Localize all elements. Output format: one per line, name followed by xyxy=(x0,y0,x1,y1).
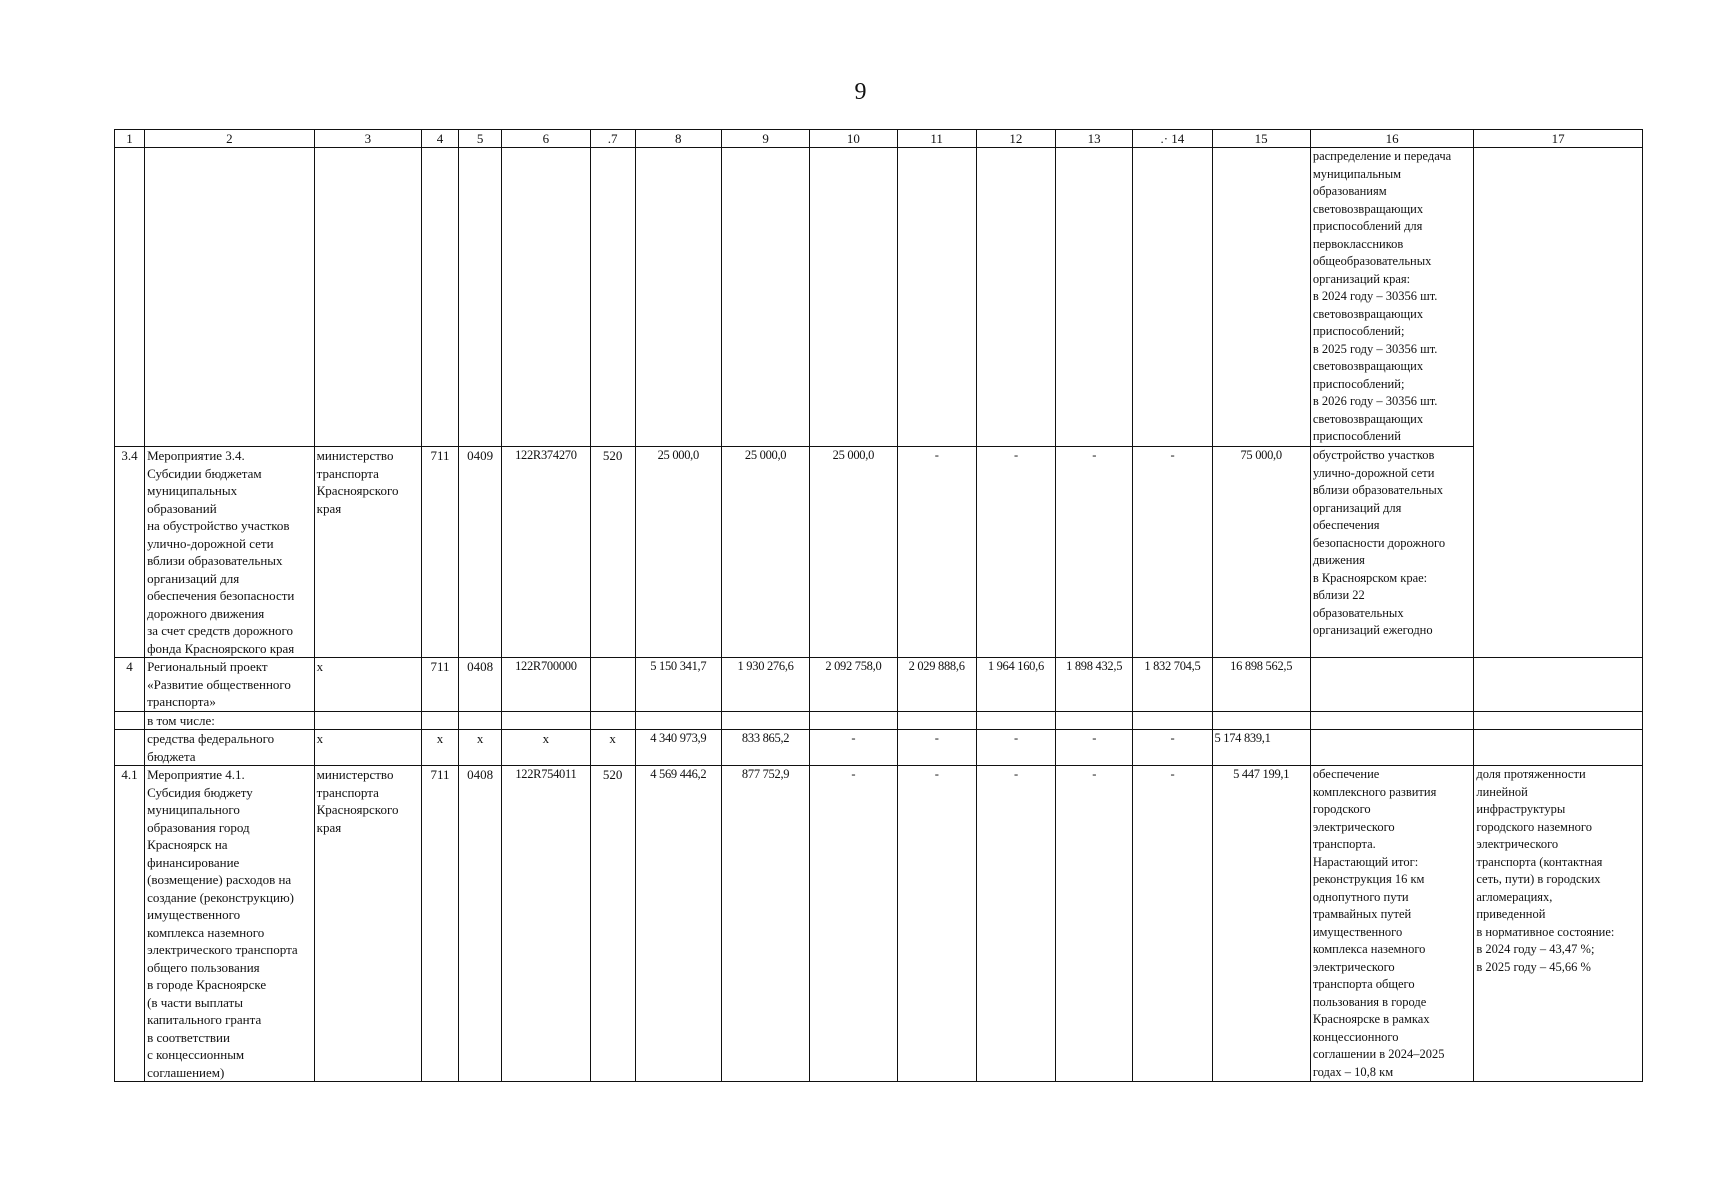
table-cell xyxy=(1310,711,1474,730)
amount-cell: 25 000,0 xyxy=(721,447,809,658)
table-cell xyxy=(897,711,976,730)
code-section: 0409 xyxy=(459,447,502,658)
column-header: 1 xyxy=(115,130,145,148)
amount-cell: 4 569 446,2 xyxy=(635,766,721,1082)
column-header: 5 xyxy=(459,130,502,148)
code-target: х xyxy=(502,730,590,766)
table-cell xyxy=(810,148,897,447)
table-cell xyxy=(1056,711,1133,730)
code-grbs: 711 xyxy=(421,447,458,658)
amount-cell: - xyxy=(810,730,897,766)
table-cell xyxy=(635,148,721,447)
table-cell xyxy=(590,711,635,730)
total-amount: 16 898 562,5 xyxy=(1212,658,1310,712)
amount-cell: 4 340 973,9 xyxy=(635,730,721,766)
table-row-federal-budget xyxy=(115,730,1643,766)
table-cell xyxy=(1474,711,1643,730)
column-header: 6 xyxy=(502,130,590,148)
column-header: .· 14 xyxy=(1133,130,1212,148)
amount-cell: - xyxy=(1133,447,1212,658)
amount-cell: - xyxy=(810,766,897,1082)
table-row-continuation xyxy=(115,148,1643,447)
column-header: 3 xyxy=(314,130,421,148)
result-description xyxy=(1310,730,1474,766)
code-expense-type: 520 xyxy=(590,766,635,1082)
table-cell xyxy=(897,148,976,447)
responsible-executor: х xyxy=(314,658,421,712)
table-cell xyxy=(810,711,897,730)
responsible-executor: министерство транспорта Красноярского края xyxy=(314,447,421,658)
result-description xyxy=(1310,658,1474,712)
code-grbs: 711 xyxy=(421,766,458,1082)
table-cell xyxy=(502,148,590,447)
measure-name: Мероприятие 4.1. Субсидия бюджету муниципального образования город Красноярск на финансирование (возмещение) расходов на создание (реконструкцию) имущественного комплекса наземного электрического транспорта общего пользования в городе Красноярске (в части выплаты капитального гранта в соответствии с концессионным соглашением) xyxy=(145,766,315,1082)
code-target: 122R700000 xyxy=(502,658,590,712)
indicator-cell xyxy=(1474,148,1643,658)
table-cell xyxy=(459,711,502,730)
amount-cell: - xyxy=(976,730,1055,766)
table-cell xyxy=(1133,711,1212,730)
amount-cell: - xyxy=(976,766,1055,1082)
total-amount: 5 174 839,1 xyxy=(1212,730,1310,766)
column-header: 8 xyxy=(635,130,721,148)
measure-name: Региональный проект «Развитие общественного транспорта» xyxy=(145,658,315,712)
table-cell xyxy=(314,711,421,730)
amount-cell: 2 029 888,6 xyxy=(897,658,976,712)
table-cell xyxy=(1133,148,1212,447)
indicator-cell: доля протяженности линейной инфраструктуры городского наземного электрического транспорта (контактная сеть, пути) в городских агломерациях, приведенной в нормативное состояние: в 2024 году – 43,47 %; в 2025 году – 45,66 % xyxy=(1474,766,1643,1082)
table-cell xyxy=(1212,148,1310,447)
total-amount: 5 447 199,1 xyxy=(1212,766,1310,1082)
table-cell xyxy=(115,711,145,730)
code-section: х xyxy=(459,730,502,766)
measure-name: в том числе: xyxy=(145,711,315,730)
code-expense-type: 520 xyxy=(590,447,635,658)
table-cell xyxy=(145,148,315,447)
column-header: 15 xyxy=(1212,130,1310,148)
table-row-4 xyxy=(115,658,1643,712)
table-cell xyxy=(590,148,635,447)
table-cell xyxy=(1056,148,1133,447)
result-description: распределение и передача муниципальным образованиям световозвращающих приспособлений для первоклассников общеобразовательных организаций края: в 2024 году – 30356 шт. световозвращающих приспособлений; в 2025 году – 30356 шт. световозвращающих приспособлений; в 2026 году – 30356 шт. световозвращающих приспособлений xyxy=(1310,148,1474,447)
amount-cell: 1 832 704,5 xyxy=(1133,658,1212,712)
table-row-including xyxy=(115,711,1643,730)
measure-name: Мероприятие 3.4. Субсидии бюджетам муниципальных образований на обустройство участков улично-дорожной сети вблизи образовательных организаций для обеспечения безопасности дорожного движения за счет средств дорожного фонда Красноярского края xyxy=(145,447,315,658)
table-row-3-4 xyxy=(115,447,1643,658)
column-header: 10 xyxy=(810,130,897,148)
code-section: 0408 xyxy=(459,766,502,1082)
table-cell xyxy=(115,730,145,766)
table-cell xyxy=(459,148,502,447)
amount-cell: - xyxy=(1056,447,1133,658)
indicator-cell xyxy=(1474,658,1643,712)
measure-name: средства федерального бюджета xyxy=(145,730,315,766)
table-row-4-1 xyxy=(115,766,1643,1082)
result-description: обустройство участков улично-дорожной сети вблизи образовательных организаций для обеспечения безопасности дорожного движения в Красноярском крае: вблизи 22 образовательных организаций ежегодно xyxy=(1310,447,1474,658)
table-cell xyxy=(502,711,590,730)
table-cell xyxy=(115,148,145,447)
column-header: 2 xyxy=(145,130,315,148)
indicator-cell xyxy=(1474,730,1643,766)
result-description: обеспечение комплексного развития городского электрического транспорта. Нарастающий итог: реконструкция 16 км однопутного пути трамвайных путей имущественного комплекса наземного электрического транспорта общего пользования в городе Красноярске в рамках концессионного соглашении в 2024–2025 годах – 10,8 км xyxy=(1310,766,1474,1082)
responsible-executor: министерство транспорта Красноярского края xyxy=(314,766,421,1082)
table-cell xyxy=(1212,711,1310,730)
amount-cell: 1 964 160,6 xyxy=(976,658,1055,712)
amount-cell: 833 865,2 xyxy=(721,730,809,766)
total-amount: 75 000,0 xyxy=(1212,447,1310,658)
amount-cell: 25 000,0 xyxy=(635,447,721,658)
column-header: 11 xyxy=(897,130,976,148)
amount-cell: - xyxy=(897,730,976,766)
table-cell xyxy=(976,148,1055,447)
amount-cell: 5 150 341,7 xyxy=(635,658,721,712)
column-header: 9 xyxy=(721,130,809,148)
column-header: 13 xyxy=(1056,130,1133,148)
row-number: 4.1 xyxy=(115,766,145,1082)
page-number: 9 xyxy=(854,79,867,105)
amount-cell: - xyxy=(1056,730,1133,766)
amount-cell: - xyxy=(1133,730,1212,766)
table-cell xyxy=(421,148,458,447)
amount-cell: 1 898 432,5 xyxy=(1056,658,1133,712)
row-number: 3.4 xyxy=(115,447,145,658)
table-cell xyxy=(721,711,809,730)
code-expense-type xyxy=(590,658,635,712)
code-section: 0408 xyxy=(459,658,502,712)
code-target: 122R754011 xyxy=(502,766,590,1082)
column-header: 16 xyxy=(1310,130,1474,148)
table-cell xyxy=(976,711,1055,730)
budget-table xyxy=(114,129,1643,1082)
amount-cell: - xyxy=(897,766,976,1082)
amount-cell: 2 092 758,0 xyxy=(810,658,897,712)
column-header: .7 xyxy=(590,130,635,148)
responsible-executor: х xyxy=(314,730,421,766)
amount-cell: - xyxy=(897,447,976,658)
amount-cell: 1 930 276,6 xyxy=(721,658,809,712)
column-number-row xyxy=(115,130,1643,148)
amount-cell: 877 752,9 xyxy=(721,766,809,1082)
table-cell xyxy=(635,711,721,730)
amount-cell: - xyxy=(1133,766,1212,1082)
table-cell xyxy=(421,711,458,730)
code-target: 122R374270 xyxy=(502,447,590,658)
amount-cell: - xyxy=(1056,766,1133,1082)
row-number: 4 xyxy=(115,658,145,712)
code-grbs: х xyxy=(421,730,458,766)
table-cell xyxy=(314,148,421,447)
amount-cell: - xyxy=(976,447,1055,658)
table-cell xyxy=(721,148,809,447)
code-grbs: 711 xyxy=(421,658,458,712)
amount-cell: 25 000,0 xyxy=(810,447,897,658)
column-header: 4 xyxy=(421,130,458,148)
code-expense-type: х xyxy=(590,730,635,766)
column-header: 12 xyxy=(976,130,1055,148)
column-header: 17 xyxy=(1474,130,1643,148)
